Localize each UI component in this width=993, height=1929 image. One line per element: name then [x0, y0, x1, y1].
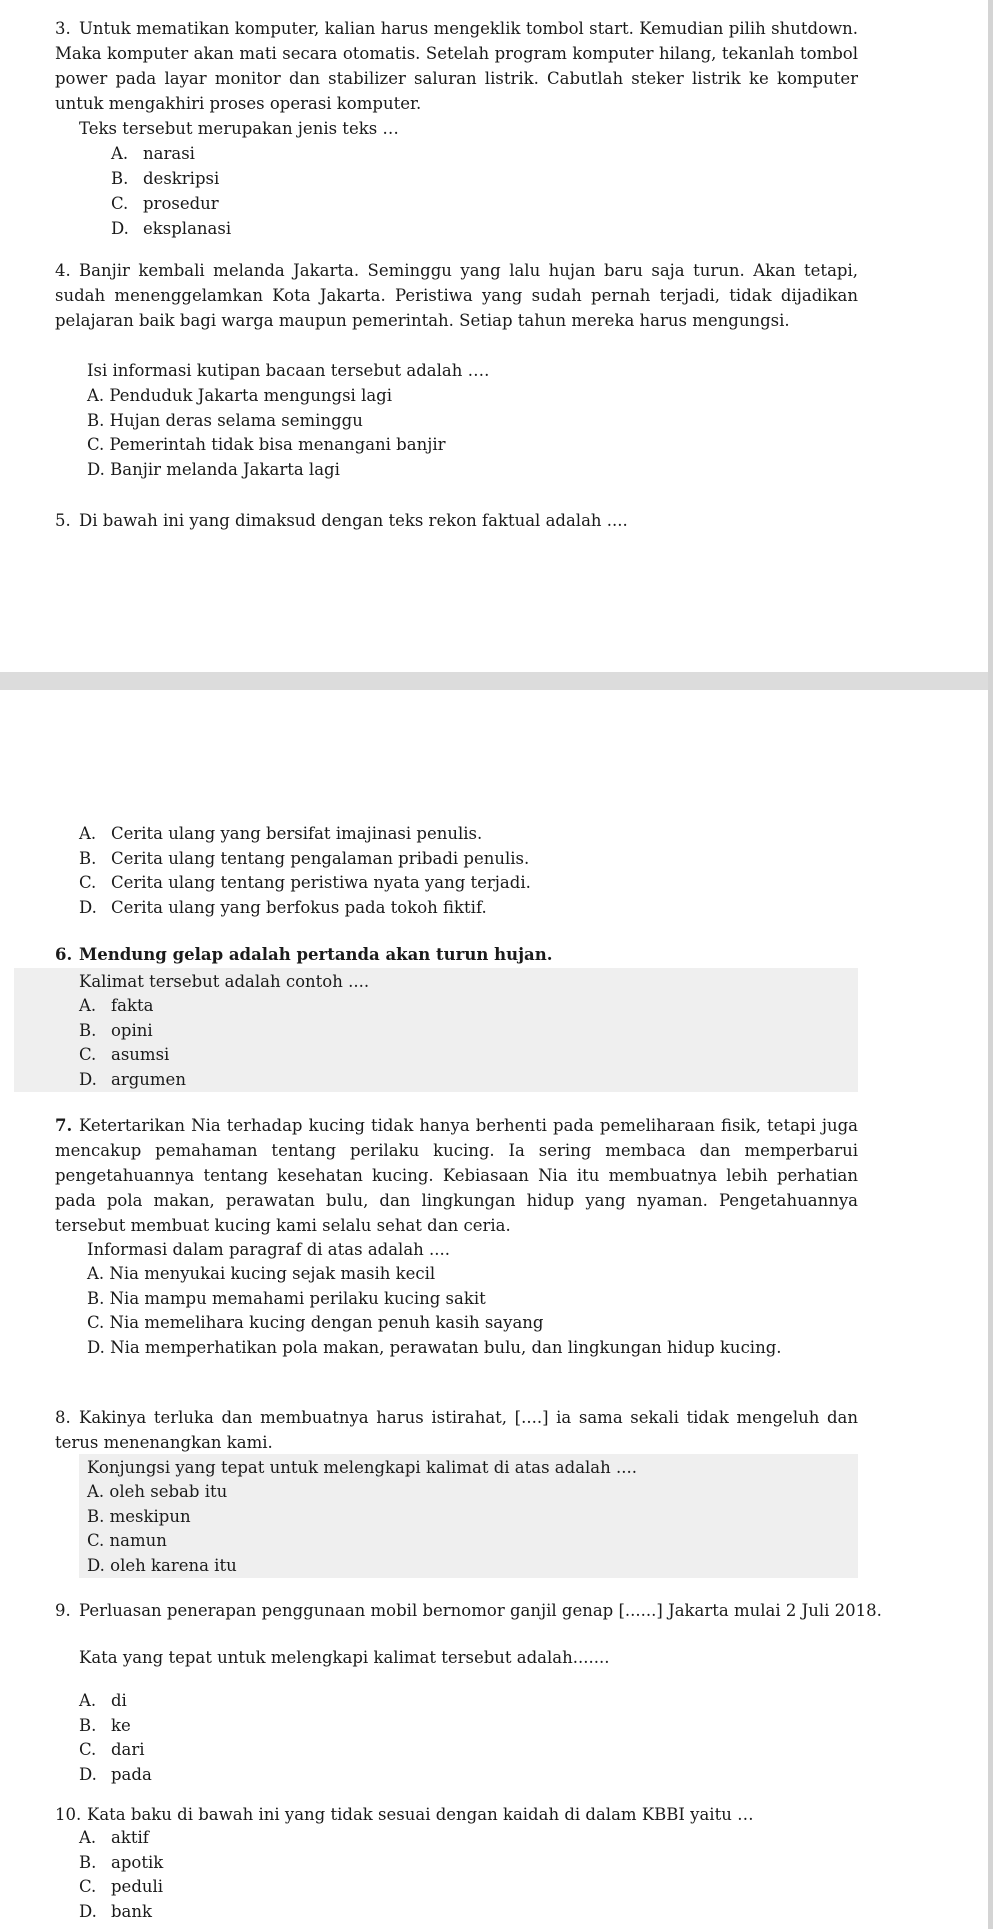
question-7-prompt: Informasi dalam paragraf di atas adalah .... [87, 1240, 451, 1259]
option-c[interactable]: C. Cerita ulang tentang peristiwa nyata yang terjadi. [79, 873, 531, 892]
question-9-prompt: Kata yang tepat untuk melengkapi kalimat tersebut adalah....... [79, 1648, 610, 1667]
question-body: Mendung gelap adalah pertanda akan turun hujan. [79, 945, 553, 964]
option-b[interactable]: B. opini [79, 1020, 153, 1040]
question-8-options [87, 1480, 237, 1578]
option-c[interactable]: C. peduli [79, 1877, 164, 1896]
question-7-options [87, 1262, 782, 1360]
option-b[interactable]: B. meskipun [87, 1506, 191, 1526]
question-4-text [55, 258, 858, 333]
option-a[interactable]: A. oleh sebab itu [87, 1482, 228, 1501]
question-number: 6. [55, 945, 73, 964]
question-5-text [55, 508, 628, 533]
option-d[interactable]: D. Banjir melanda Jakarta lagi [87, 459, 340, 479]
option-d[interactable]: D. bank [79, 1901, 153, 1921]
question-7-text [55, 1113, 858, 1238]
option-b[interactable]: B. Cerita ulang tentang pengalaman pribadi penulis. [79, 848, 530, 868]
page-gap [0, 672, 993, 690]
option-c[interactable]: C. dari [79, 1740, 145, 1759]
question-8-text [55, 1405, 858, 1455]
question-number: 5. [55, 511, 71, 530]
option-a[interactable]: A. aktif [79, 1828, 149, 1847]
question-10-options [79, 1826, 163, 1924]
option-c[interactable]: C. prosedur [111, 194, 219, 213]
option-d[interactable]: D. eksplanasi [111, 219, 232, 238]
question-number: 8. [55, 1408, 71, 1427]
option-d[interactable]: D. Nia memperhatikan pola makan, perawatan bulu, dan lingkungan hidup kucing. [87, 1337, 782, 1357]
option-b[interactable]: B. Hujan deras selama seminggu [87, 410, 363, 430]
question-body: Untuk mematikan komputer, kalian harus mengeklik tombol start. Kemudian pilih shutdown. Maka komputer akan mati secara otomatis. Setelah program komputer hilang, tekanlah tombol power pada layar monitor dan stabilizer saluran listrik. Cabutlah steker listrik ke komputer untuk mengakhiri proses operasi komputer. [55, 19, 858, 113]
option-a[interactable]: A. Cerita ulang yang bersifat imajinasi penulis. [79, 824, 483, 843]
question-body: Perluasan penerapan penggunaan mobil bernomor ganjil genap [......] Jakarta mulai 2 Juli 2018. [79, 1601, 882, 1620]
question-body: Ketertarikan Nia terhadap kucing tidak hanya berhenti pada pemeliharaan fisik, tetapi juga mencakup pemahaman tentang perilaku kucing. Ia sering membaca dan memperbarui pengetahuannya tentang kesehatan kucing. Kebiasaan Nia itu membuatnya lebih perhatian pada pola makan, perawatan bulu, dan lingkungan hidup yang nyaman. Pengetahuannya tersebut membuat kucing kami selalu sehat dan ceria. [55, 1116, 858, 1235]
question-3-text [55, 16, 858, 116]
option-a[interactable]: A. narasi [111, 144, 195, 163]
question-10-text [55, 1802, 754, 1827]
option-a[interactable]: A. Penduduk Jakarta mengungsi lagi [87, 386, 393, 405]
option-d[interactable]: D. oleh karena itu [87, 1555, 237, 1575]
question-body: Kata baku di bawah ini yang tidak sesuai dengan kaidah di dalam KBBI yaitu … [87, 1805, 754, 1824]
question-4-options [87, 384, 446, 482]
option-b[interactable]: B. ke [79, 1715, 131, 1735]
question-number: 7. [55, 1116, 73, 1135]
option-b[interactable]: B. apotik [79, 1852, 164, 1872]
option-a[interactable]: A. di [79, 1691, 127, 1710]
option-b[interactable]: B. deskripsi [111, 169, 220, 188]
question-9-options [79, 1689, 152, 1787]
question-number: 10. [55, 1805, 82, 1824]
option-c[interactable]: C. namun [87, 1531, 167, 1550]
question-9-text [55, 1598, 882, 1623]
question-number: 3. [55, 19, 71, 38]
option-c[interactable]: C. Nia memelihara kucing dengan penuh kasih sayang [87, 1313, 544, 1332]
question-body: Banjir kembali melanda Jakarta. Seminggu yang lalu hujan baru saja turun. Akan tetapi, sudah menenggelamkan Kota Jakarta. Peristiwa yang sudah pernah terjadi, tidak dijadikan pelajaran baik bagi warga maupun pemerintah. Setiap tahun mereka harus mengungsi. [55, 261, 858, 330]
question-6-text [55, 942, 552, 967]
question-number: 4. [55, 261, 71, 280]
option-d[interactable]: D. Cerita ulang yang berfokus pada tokoh fiktif. [79, 897, 487, 917]
question-3-options [111, 141, 231, 241]
question-4-prompt: Isi informasi kutipan bacaan tersebut adalah …. [87, 361, 490, 380]
option-a[interactable]: A. fakta [79, 996, 154, 1015]
option-a[interactable]: A. Nia menyukai kucing sejak masih kecil [87, 1264, 436, 1283]
question-number: 9. [55, 1601, 71, 1620]
question-3-prompt: Teks tersebut merupakan jenis teks … [79, 119, 399, 138]
page-edge [988, 0, 993, 1929]
question-6-options [79, 994, 186, 1092]
question-body: Di bawah ini yang dimaksud dengan teks rekon faktual adalah .... [79, 511, 628, 530]
option-c[interactable]: C. Pemerintah tidak bisa menangani banjir [87, 435, 446, 454]
question-body: Kakinya terluka dan membuatnya harus istirahat, [....] ia sama sekali tidak mengeluh dan terus menenangkan kami. [55, 1408, 858, 1452]
question-5-options [79, 822, 531, 920]
option-d[interactable]: D. pada [79, 1764, 152, 1784]
option-c[interactable]: C. asumsi [79, 1045, 170, 1064]
option-b[interactable]: B. Nia mampu memahami perilaku kucing sakit [87, 1288, 486, 1308]
question-8-prompt: Konjungsi yang tepat untuk melengkapi kalimat di atas adalah .... [87, 1458, 637, 1477]
option-d[interactable]: D. argumen [79, 1069, 186, 1089]
question-6-prompt: Kalimat tersebut adalah contoh .... [79, 972, 370, 991]
